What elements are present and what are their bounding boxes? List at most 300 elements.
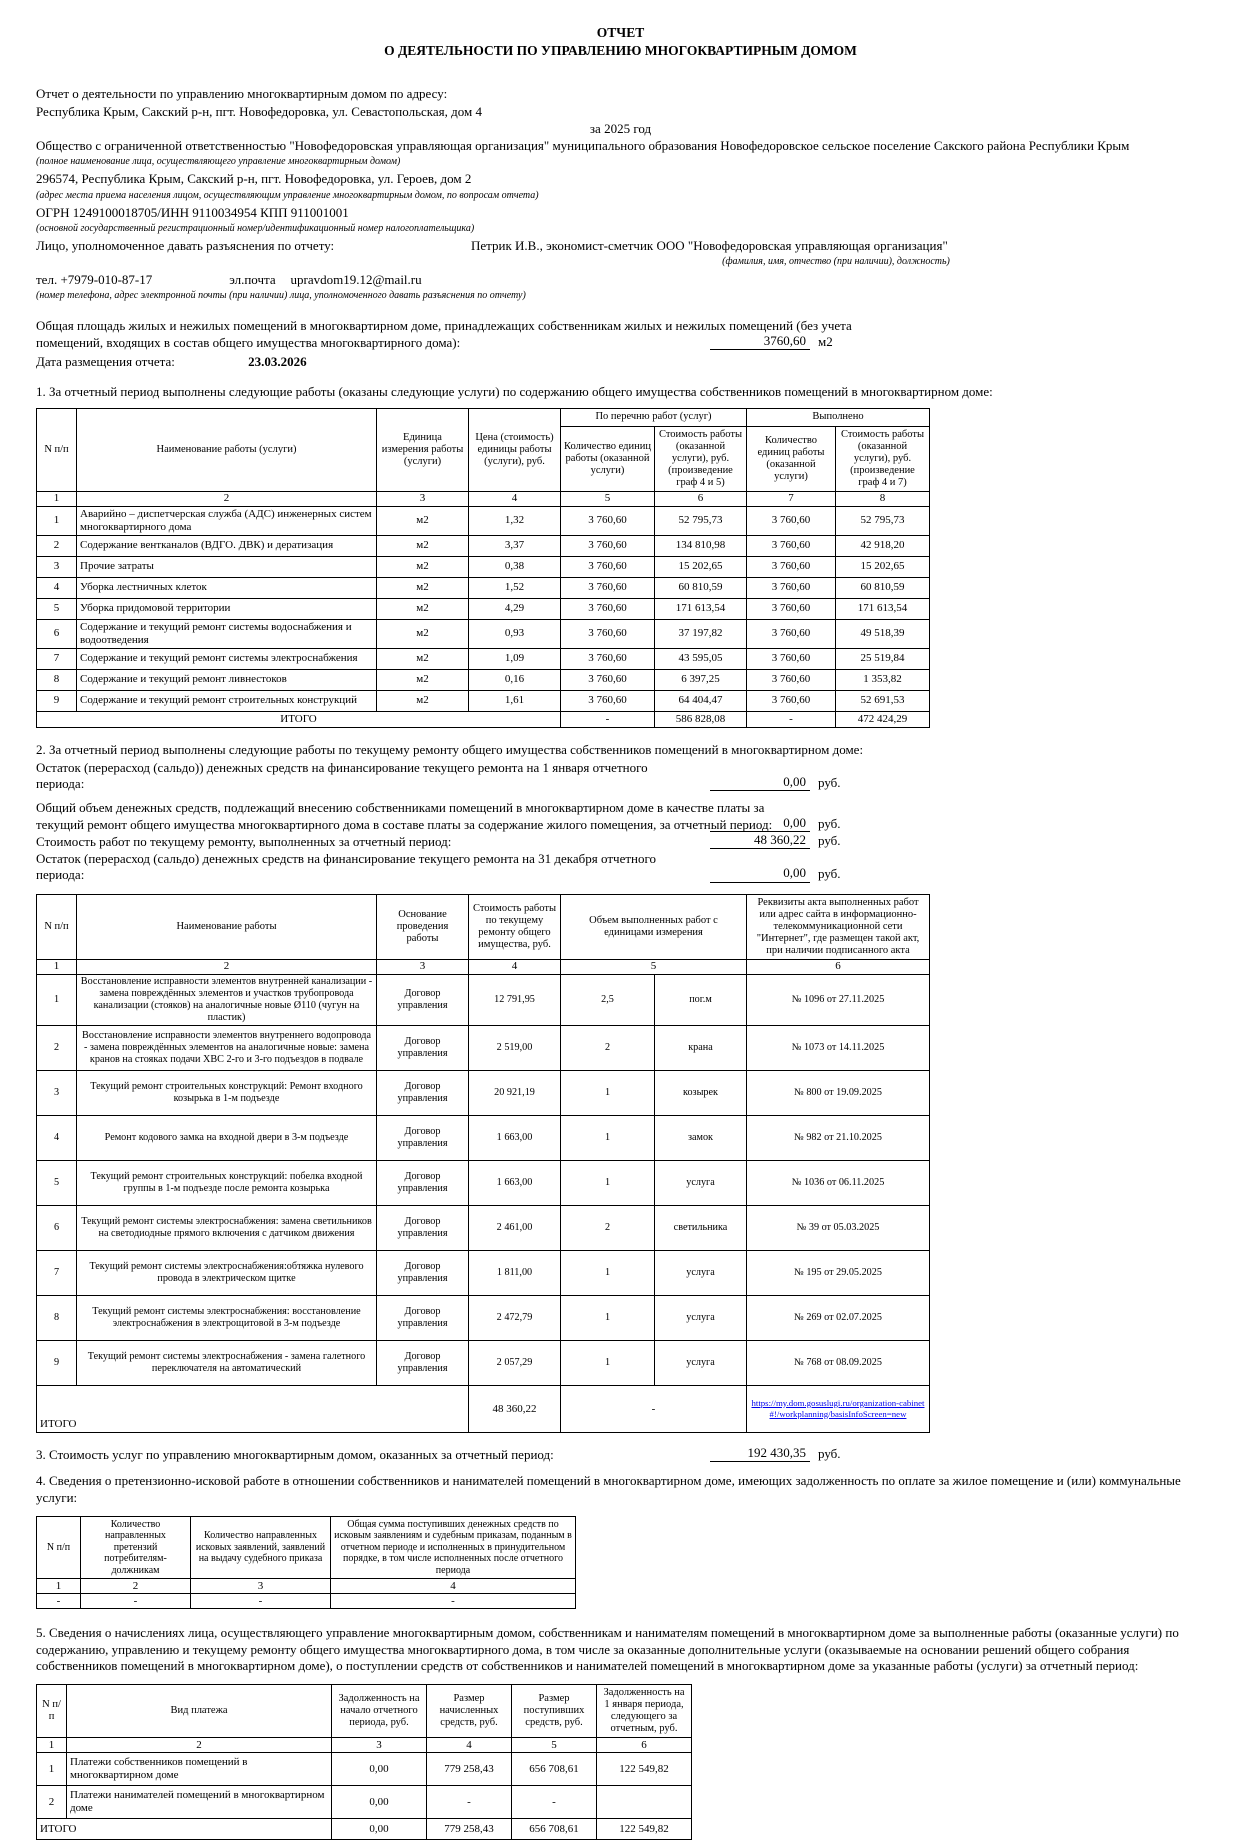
cell-price: 3,37 — [469, 535, 561, 556]
table-row — [37, 974, 930, 1025]
contacts-note: (номер телефона, адрес электронной почты (при наличии) лица, уполномоченного давать разъяснения по отчету) — [36, 290, 526, 302]
index-cell: 3 — [191, 1579, 331, 1594]
table-row — [37, 1071, 930, 1116]
index-cell: 1 — [37, 1738, 67, 1753]
cell-qty_plan: 3 760,60 — [561, 535, 655, 556]
cell-basis: Договор управления — [377, 974, 469, 1025]
cell-cost_plan: 134 810,98 — [655, 535, 747, 556]
col-header: Цена (стоимость) единицы работы (услуги), руб. — [469, 409, 561, 491]
total-due-row — [36, 800, 1205, 833]
ogrn-line: ОГРН 1249100018705/ИНН 9110034954 КПП 911001001 — [36, 204, 349, 220]
cell-price: 4,29 — [469, 598, 561, 619]
col-header: Размер начисленных средств, руб. — [427, 1685, 512, 1738]
cell-price: 1,52 — [469, 577, 561, 598]
table-row — [37, 1753, 692, 1786]
cell-basis: Договор управления — [377, 1296, 469, 1341]
cell-name: Содержание вентканалов (ВДГО. ДВК) и дератизация — [77, 535, 377, 556]
table4-header-row — [37, 1516, 576, 1579]
index-cell: 3 — [377, 959, 469, 974]
cell-unit: замок — [655, 1116, 747, 1161]
section3-row — [36, 1447, 1205, 1463]
posted-date-value: 23.03.2026 — [248, 353, 307, 369]
cell-unit: м2 — [377, 669, 469, 690]
index-cell: 7 — [747, 491, 836, 506]
cell-volume: 1 — [561, 1161, 655, 1206]
table5-index-row — [37, 1738, 692, 1753]
cell-volume: 1 — [561, 1116, 655, 1161]
cell-cost: 1 663,00 — [469, 1161, 561, 1206]
cell-accrued: - — [427, 1786, 512, 1819]
cell-n: 5 — [37, 598, 77, 619]
cell-name: Содержание и текущий ремонт строительных конструкций — [77, 690, 377, 711]
cell-n: 3 — [37, 556, 77, 577]
cell-qty_done: 3 760,60 — [747, 690, 836, 711]
cell-act: № 1073 от 14.11.2025 — [747, 1026, 930, 1071]
section1-intro: 1. За отчетный период выполнены следующие работы (оказаны следующие услуги) по содержанию общего имущества собственников помещений в многоквартирном доме: — [36, 384, 993, 400]
total-label: ИТОГО — [37, 1819, 332, 1840]
index-cell: 2 — [67, 1738, 332, 1753]
col-header: Размер поступивших средств, руб. — [512, 1685, 597, 1738]
total-due-value: 0,00 — [710, 815, 810, 832]
rub-unit: руб. — [818, 832, 841, 848]
table-row — [37, 1296, 930, 1341]
posted-date-row — [36, 354, 1205, 370]
cell-price: 1,32 — [469, 506, 561, 535]
cell-qty_done: 3 760,60 — [747, 669, 836, 690]
cell-qty_done: 3 760,60 — [747, 535, 836, 556]
col-header: Стоимость работы по текущему ремонту общего имущества, руб. — [469, 894, 561, 959]
cell-volume: 1 — [561, 1251, 655, 1296]
cell-act: № 800 от 19.09.2025 — [747, 1071, 930, 1116]
table-row — [37, 1116, 930, 1161]
section2-intro: 2. За отчетный период выполнены следующие работы по текущему ремонту общего имущества собственников помещений в многоквартирном доме: — [36, 741, 864, 757]
cell-n: 9 — [37, 690, 77, 711]
cell-price: 0,93 — [469, 619, 561, 648]
total-cost-done: 472 424,29 — [836, 711, 930, 727]
col-header: N п/п — [37, 1685, 67, 1738]
cell-cost_done: 52 795,73 — [836, 506, 930, 535]
cell-name: Уборка лестничных клеток — [77, 577, 377, 598]
col-header: Единица измерения работы (услуги) — [377, 409, 469, 491]
cell-unit: услуга — [655, 1341, 747, 1386]
index-cell: 6 — [655, 491, 747, 506]
cell-n: 7 — [37, 1251, 77, 1296]
total-qty-plan: - — [561, 711, 655, 727]
cell-cost: 20 921,19 — [469, 1071, 561, 1116]
cell-unit: м2 — [377, 619, 469, 648]
cell-act: № 1036 от 06.11.2025 — [747, 1161, 930, 1206]
cell-n: 1 — [37, 974, 77, 1025]
cell-basis: Договор управления — [377, 1071, 469, 1116]
col-header: Наименование работы (услуги) — [77, 409, 377, 491]
col-header: Реквизиты акта выполненных работ или адрес сайта в информационно-телекоммуникационной сети "Интернет", где размещен такой акт, при наличии подписанного акта — [747, 894, 930, 959]
rub-unit: руб. — [818, 866, 841, 882]
cell-basis: Договор управления — [377, 1206, 469, 1251]
cell-n: 9 — [37, 1341, 77, 1386]
cell-cost_plan: 37 197,82 — [655, 619, 747, 648]
cell-price: 0,38 — [469, 556, 561, 577]
house-address: Республика Крым, Сакский р-н, пгт. Новофедоровка, ул. Севастопольская, дом 4 — [36, 103, 482, 119]
cell-received: 656 708,61 — [512, 1753, 597, 1786]
table1-total-row — [37, 711, 930, 727]
cell-name: Восстановление исправности элементов внутренней канализации - замена повреждённых элементов и участков трубопровода канализации (стояков) на аналогичные новые Ø110 (чугун на пластик) — [77, 974, 377, 1025]
cell-n: 1 — [37, 506, 77, 535]
cell-unit: м2 — [377, 598, 469, 619]
cell-qty_plan: 3 760,60 — [561, 690, 655, 711]
cell-qty_done: 3 760,60 — [747, 648, 836, 669]
group-header-plan: По перечню работ (услуг) — [561, 409, 747, 426]
cell-unit: пог.м — [655, 974, 747, 1025]
cell-cost_plan: 64 404,47 — [655, 690, 747, 711]
cell-qty_plan: 3 760,60 — [561, 556, 655, 577]
cell-name: Содержание и текущий ремонт ливнестоков — [77, 669, 377, 690]
col-header: Задолженность на 1 января периода, следующего за отчетным, руб. — [597, 1685, 692, 1738]
table-row — [37, 1786, 692, 1819]
cell-cost_plan: 52 795,73 — [655, 506, 747, 535]
table1-header-row — [37, 409, 930, 426]
cell-cost: 1 811,00 — [469, 1251, 561, 1296]
report-intro-label: Отчет о деятельности по управлению многоквартирным домом по адресу: — [36, 86, 448, 102]
table-row — [37, 535, 930, 556]
org-name-note: (полное наименование лица, осуществляющего управление многоквартирным домом) — [36, 156, 401, 168]
table-row — [37, 1341, 930, 1386]
col-header: N п/п — [37, 1516, 81, 1579]
col-header: Объем выполненных работ с единицами измерения — [561, 894, 747, 959]
cell-qty_plan: 3 760,60 — [561, 506, 655, 535]
cell-unit: м2 — [377, 535, 469, 556]
cell-n: 6 — [37, 1206, 77, 1251]
col-header: Количество направленных исковых заявлений, заявлений на выдачу судебного приказа — [191, 1516, 331, 1579]
index-cell: 4 — [331, 1579, 576, 1594]
cell-act: № 39 от 05.03.2025 — [747, 1206, 930, 1251]
table-row — [37, 598, 930, 619]
current-repair-table — [36, 894, 930, 1433]
table-row — [37, 556, 930, 577]
balance-start-row — [36, 760, 1205, 793]
section3-value: 192 430,35 — [710, 1445, 810, 1462]
cell-n: 2 — [37, 535, 77, 556]
col-header: N п/п — [37, 894, 77, 959]
cell-act: № 195 от 29.05.2025 — [747, 1251, 930, 1296]
total-received: 656 708,61 — [512, 1819, 597, 1840]
cell-unit: м2 — [377, 506, 469, 535]
contacts-row — [36, 272, 1205, 288]
index-cell: 4 — [469, 491, 561, 506]
index-cell: 5 — [561, 959, 747, 974]
balance-start-label: Остаток (перерасход (сальдо)) денежных средств на финансирование текущего ремонта на 1 января отчетного периода: — [36, 759, 648, 792]
rub-unit: руб. — [818, 775, 841, 791]
col-header: N п/п — [37, 409, 77, 491]
total-cost-plan: 586 828,08 — [655, 711, 747, 727]
total-label: ИТОГО — [37, 711, 561, 727]
cell-debt_start: 0,00 — [332, 1753, 427, 1786]
cell-n: 2 — [37, 1026, 77, 1071]
index-cell: 1 — [37, 959, 77, 974]
cell-unit: м2 — [377, 577, 469, 598]
table-row — [37, 577, 930, 598]
index-cell: 6 — [597, 1738, 692, 1753]
cell-basis: Договор управления — [377, 1341, 469, 1386]
accruals-table — [36, 1684, 692, 1840]
cell-name: Прочие затраты — [77, 556, 377, 577]
table2-header-row — [37, 894, 930, 959]
total-area-label: Общая площадь жилых и нежилых помещений в многоквартирном доме, принадлежащих собственникам жилых и нежилых помещений (без учета помещений, входящих в состав общего имущества многоквартирного дома): — [36, 318, 852, 350]
cell-cost_done: 42 918,20 — [836, 535, 930, 556]
acts-link-cell — [747, 1386, 930, 1433]
cell-name: Текущий ремонт системы электроснабжения: замена светильников на светодиодные прямого включения с датчиком движения — [77, 1206, 377, 1251]
authorized-value: Петрик И.В., экономист-сметчик ООО "Новофедоровская управляющая организация" — [471, 237, 948, 253]
cell-name: Аварийно – диспетчерская служба (АДС) инженерных систем многоквартирного дома — [77, 506, 377, 535]
rub-unit: руб. — [818, 1446, 841, 1462]
col-header: Стоимость работы (оказанной услуги), руб. (произведение граф 4 и 5) — [655, 426, 747, 491]
cell-unit: м2 — [377, 556, 469, 577]
cell-name: Текущий ремонт системы электроснабжения - замена галетного переключателя на автоматический — [77, 1341, 377, 1386]
index-cell: 8 — [836, 491, 930, 506]
table-row — [37, 619, 930, 648]
authorized-label: Лицо, уполномоченное давать разъяснения по отчету: — [36, 237, 335, 253]
works-cost-value: 48 360,22 — [710, 832, 810, 849]
cell-name: Текущий ремонт строительных конструкций: Ремонт входного козырька в 1-м подъезде — [77, 1071, 377, 1116]
cell-qty_plan: 3 760,60 — [561, 577, 655, 598]
index-cell: - — [191, 1594, 331, 1609]
cell-volume: 2 — [561, 1026, 655, 1071]
cell-cost_plan: 60 810,59 — [655, 577, 747, 598]
index-cell: 6 — [747, 959, 930, 974]
cell-n: 4 — [37, 577, 77, 598]
balance-start-value: 0,00 — [710, 774, 810, 791]
cell-qty_plan: 3 760,60 — [561, 598, 655, 619]
table5-total-row — [37, 1819, 692, 1840]
cell-cost: 2 472,79 — [469, 1296, 561, 1341]
table-row — [37, 648, 930, 669]
org-address-note: (адрес места приема населения лицом, осуществляющим управление многоквартирным домом, по вопросам отчета) — [36, 189, 539, 201]
email-label: эл.почта — [229, 272, 276, 288]
cell-price: 1,61 — [469, 690, 561, 711]
index-cell: 4 — [469, 959, 561, 974]
cell-name: Восстановление исправности элементов внутреннего водопровода - замена повреждённых элементов на аналогичные новые: замена кранов на стояках подачи ХВС 2-го и 3-го подъездов в подвале — [77, 1026, 377, 1071]
cell-debt_end: 122 549,82 — [597, 1753, 692, 1786]
total-area-unit: м2 — [818, 333, 833, 349]
cell-volume: 1 — [561, 1341, 655, 1386]
table1-index-row — [37, 491, 930, 506]
org-address: 296574, Республика Крым, Сакский р-н, пгт. Новофедоровка, ул. Героев, дом 2 — [36, 171, 472, 187]
org-name: Общество с ограниченной ответственностью "Новофедоровская управляющая организация" муниципального образования Новофедоровское сельское поселение Сакского района Республики Крым — [36, 138, 1130, 154]
email-value: upravdom19.12@mail.ru — [290, 272, 422, 288]
index-cell: 3 — [332, 1738, 427, 1753]
cell-debt_end — [597, 1786, 692, 1819]
cell-qty_plan: 3 760,60 — [561, 619, 655, 648]
total-cost: 48 360,22 — [469, 1386, 561, 1433]
report-title: ОТЧЕТ — [596, 25, 645, 40]
cell-act: № 982 от 21.10.2025 — [747, 1116, 930, 1161]
index-cell: 2 — [77, 959, 377, 974]
table-row — [37, 1026, 930, 1071]
cell-debt_start: 0,00 — [332, 1786, 427, 1819]
cell-volume: 2 — [561, 1206, 655, 1251]
index-cell: 1 — [37, 491, 77, 506]
cell-n: 5 — [37, 1161, 77, 1206]
cell-n: 7 — [37, 648, 77, 669]
table4-values-row — [37, 1594, 576, 1609]
table2-index-row — [37, 959, 930, 974]
cell-cost: 2 057,29 — [469, 1341, 561, 1386]
cell-name: Текущий ремонт системы электроснабжения:обтяжка нулевого провода в электрическом щитке — [77, 1251, 377, 1296]
cell-qty_done: 3 760,60 — [747, 577, 836, 598]
table-row — [37, 1161, 930, 1206]
cell-cost: 2 519,00 — [469, 1026, 561, 1071]
cell-unit: светильника — [655, 1206, 747, 1251]
col-header: Количество единиц работы (оказанной услуги) — [747, 426, 836, 491]
cell-name: Платежи нанимателей помещений в многоквартирном доме — [67, 1786, 332, 1819]
table2-total-row — [37, 1386, 930, 1433]
section3-label: 3. Стоимость услуг по управлению многоквартирным домом, оказанных за отчетный период: — [36, 1447, 554, 1463]
index-cell: - — [331, 1594, 576, 1609]
index-cell: 3 — [377, 491, 469, 506]
col-header: Стоимость работы (оказанной услуги), руб. (произведение граф 4 и 7) — [836, 426, 930, 491]
index-cell: 2 — [81, 1579, 191, 1594]
cell-cost_plan: 171 613,54 — [655, 598, 747, 619]
section5-intro: 5. Сведения о начислениях лица, осуществляющего управление многоквартирным домом, собственникам и нанимателям помещений в многоквартирном доме за выполненные работы (оказанные услуги) по содержанию, управлению и текущему ремонту общего имущества многоквартирного дома, в том числе за оказанные дополнительные услуги (оказываемые на основании решений общего собрания собственников помещений в многоквартирном доме), о поступлении средств от собственников и нанимателей помещений в многоквартирном доме за указанные работы (услуги) за отчетный период: — [36, 1625, 1179, 1673]
cell-volume: 1 — [561, 1071, 655, 1116]
table5-header-row — [37, 1685, 692, 1738]
cell-name: Уборка придомовой территории — [77, 598, 377, 619]
index-cell: - — [37, 1594, 81, 1609]
balance-end-row — [36, 851, 1205, 884]
cell-basis: Договор управления — [377, 1161, 469, 1206]
cell-act: № 768 от 08.09.2025 — [747, 1341, 930, 1386]
index-cell: 2 — [77, 491, 377, 506]
balance-end-value: 0,00 — [710, 865, 810, 882]
cell-cost_plan: 43 595,05 — [655, 648, 747, 669]
cell-accrued: 779 258,43 — [427, 1753, 512, 1786]
cell-name: Текущий ремонт системы электроснабжения: восстановление электроснабжения в электрощитовой в 3-м подъезде — [77, 1296, 377, 1341]
cell-n: 6 — [37, 619, 77, 648]
total-debt-start: 0,00 — [332, 1819, 427, 1840]
cell-unit: м2 — [377, 690, 469, 711]
works-cost-label: Стоимость работ по текущему ремонту, выполненных за отчетный период: — [36, 833, 452, 849]
cell-unit: козырек — [655, 1071, 747, 1116]
col-header: Количество единиц работы (оказанной услуги) — [561, 426, 655, 491]
cell-n: 2 — [37, 1786, 67, 1819]
cell-cost: 12 791,95 — [469, 974, 561, 1025]
cell-cost_plan: 15 202,65 — [655, 556, 747, 577]
total-area-row — [36, 318, 1205, 351]
total-due-label: Общий объем денежных средств, подлежащий внесению собственниками помещений в многоквартирном доме в качестве платы за текущий ремонт общего имущества многоквартирного дома в составе платы за содержание жилого помещения, за отчетный период: — [36, 800, 773, 832]
report-period: за 2025 год — [589, 120, 652, 136]
col-header: Общая сумма поступивших денежных средств по исковым заявлениям и судебным приказам, поданным в отчетном периоде и исполненных в принудительном порядке, в том числе исполненных после отчетного периода — [331, 1516, 576, 1579]
rub-unit: руб. — [818, 815, 841, 831]
cell-cost_done: 1 353,82 — [836, 669, 930, 690]
total-volume: - — [561, 1386, 747, 1433]
authorized-person-row — [36, 238, 1205, 254]
col-header: Наименование работы — [77, 894, 377, 959]
cell-act: № 1096 от 27.11.2025 — [747, 974, 930, 1025]
cell-received: - — [512, 1786, 597, 1819]
cell-price: 0,16 — [469, 669, 561, 690]
cell-name: Ремонт кодового замка на входной двери в 3-м подъезде — [77, 1116, 377, 1161]
total-accrued: 779 258,43 — [427, 1819, 512, 1840]
cell-qty_done: 3 760,60 — [747, 598, 836, 619]
table-row — [37, 1251, 930, 1296]
col-header: Задолженность на начало отчетного периода, руб. — [332, 1685, 427, 1738]
cell-name: Текущий ремонт строительных конструкций: побелка входной группы в 1-м подъезде после ремонта козырька — [77, 1161, 377, 1206]
report-subtitle: О ДЕЯТЕЛЬНОСТИ ПО УПРАВЛЕНИЮ МНОГОКВАРТИРНЫМ ДОМОМ — [384, 43, 857, 59]
cell-act: № 269 от 02.07.2025 — [747, 1296, 930, 1341]
cell-qty_done: 3 760,60 — [747, 619, 836, 648]
cell-cost_done: 52 691,53 — [836, 690, 930, 711]
cell-unit: услуга — [655, 1161, 747, 1206]
cell-cost_done: 171 613,54 — [836, 598, 930, 619]
cell-basis: Договор управления — [377, 1026, 469, 1071]
posted-date-label: Дата размещения отчета: — [36, 353, 175, 369]
table-row — [37, 1206, 930, 1251]
cell-qty_plan: 3 760,60 — [561, 648, 655, 669]
cell-basis: Договор управления — [377, 1116, 469, 1161]
cell-cost_done: 15 202,65 — [836, 556, 930, 577]
cell-n: 3 — [37, 1071, 77, 1116]
index-cell: 1 — [37, 1579, 81, 1594]
cell-unit: услуга — [655, 1296, 747, 1341]
col-header: Основание проведения работы — [377, 894, 469, 959]
cell-cost_plan: 6 397,25 — [655, 669, 747, 690]
cell-qty_done: 3 760,60 — [747, 556, 836, 577]
cell-cost_done: 49 518,39 — [836, 619, 930, 648]
cell-cost_done: 60 810,59 — [836, 577, 930, 598]
balance-end-label: Остаток (перерасход (сальдо) денежных средств на финансирование текущего ремонта на 31 декабря отчетного периода: — [36, 851, 656, 883]
cell-price: 1,09 — [469, 648, 561, 669]
cell-n: 8 — [37, 669, 77, 690]
cell-unit: услуга — [655, 1251, 747, 1296]
total-label: ИТОГО — [37, 1386, 469, 1433]
cell-name: Содержание и текущий ремонт системы электроснабжения — [77, 648, 377, 669]
total-area-value: 3760,60 — [710, 333, 810, 350]
cell-n: 8 — [37, 1296, 77, 1341]
cell-qty_plan: 3 760,60 — [561, 669, 655, 690]
index-cell: - — [81, 1594, 191, 1609]
col-header: Количество направленных претензий потребителям-должникам — [81, 1516, 191, 1579]
cell-cost_done: 25 519,84 — [836, 648, 930, 669]
claims-table — [36, 1516, 576, 1610]
cell-cost: 2 461,00 — [469, 1206, 561, 1251]
cell-name: Платежи собственников помещений в многоквартирном доме — [67, 1753, 332, 1786]
cell-unit: м2 — [377, 648, 469, 669]
ogrn-note: (основной государственный регистрационный номер/идентификационный номер налогоплательщика) — [36, 222, 475, 234]
phone-number: тел. +7979-010-87-17 — [36, 272, 153, 288]
cell-qty_done: 3 760,60 — [747, 506, 836, 535]
works-cost-row — [36, 831, 1205, 850]
authorized-note: (фамилия, имя, отчество (при наличии), должность) — [722, 256, 950, 268]
cell-unit: крана — [655, 1026, 747, 1071]
cell-cost: 1 663,00 — [469, 1116, 561, 1161]
table-row — [37, 506, 930, 535]
cell-volume: 1 — [561, 1296, 655, 1341]
total-qty-done: - — [747, 711, 836, 727]
table4-index-row — [37, 1579, 576, 1594]
col-header: Вид платежа — [67, 1685, 332, 1738]
index-cell: 4 — [427, 1738, 512, 1753]
table-row — [37, 690, 930, 711]
cell-n: 1 — [37, 1753, 67, 1786]
maintenance-works-table — [36, 408, 930, 727]
index-cell: 5 — [561, 491, 655, 506]
total-debt-end: 122 549,82 — [597, 1819, 692, 1840]
acts-site-link[interactable]: https://my.dom.gosuslugi.ru/organization-cabinet#!/workplanning/basisInfoScreen=new — [751, 1397, 925, 1419]
cell-name: Содержание и текущий ремонт системы водоснабжения и водоотведения — [77, 619, 377, 648]
cell-basis: Договор управления — [377, 1251, 469, 1296]
group-header-done: Выполнено — [747, 409, 930, 426]
section4-intro: 4. Сведения о претензионно-исковой работе в отношении собственников и нанимателей помещений в многоквартирном доме, имеющих задолженность по оплате за жилое помещение и (или) коммунальные услуги: — [36, 1473, 1181, 1505]
cell-n: 4 — [37, 1116, 77, 1161]
